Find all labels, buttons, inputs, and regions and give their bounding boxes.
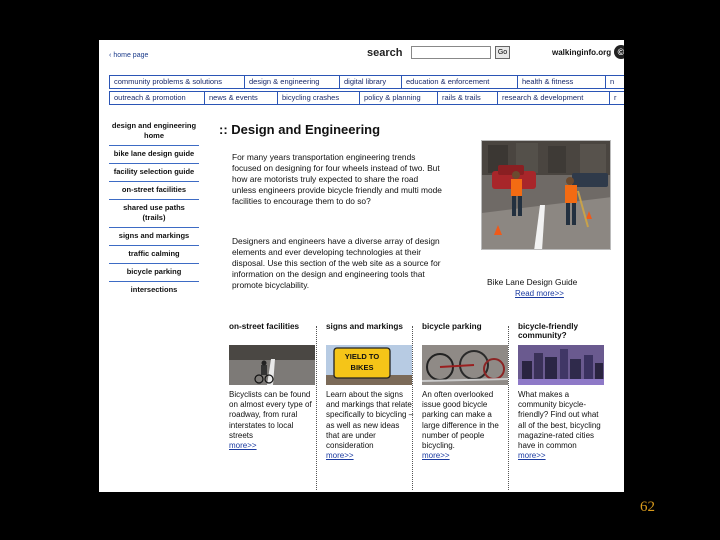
- back-arrow-icon: ‹: [109, 52, 112, 59]
- nav-bicycling-crashes[interactable]: bicycling crashes: [277, 91, 359, 105]
- page-title: :: Design and Engineering: [219, 122, 381, 137]
- secondary-nav: [109, 91, 624, 105]
- feature-signs-markings: [326, 322, 414, 460]
- nav-policy-planning[interactable]: policy & planning: [359, 91, 437, 105]
- read-more-link[interactable]: Read more>>: [515, 289, 564, 298]
- slide-page-number: 62: [640, 499, 655, 515]
- feature-more-link[interactable]: more>>: [422, 451, 450, 461]
- corner-badge-icon: ©: [614, 45, 624, 59]
- search-label: search: [367, 47, 403, 59]
- feature-more-link[interactable]: more>>: [229, 441, 257, 451]
- primary-nav: [109, 75, 624, 89]
- feature-heading[interactable]: bicycle parking: [422, 322, 482, 331]
- feature-heading[interactable]: on-street facilities: [229, 322, 300, 331]
- nav-news-events[interactable]: news & events: [204, 91, 277, 105]
- nav-community-problems[interactable]: community problems & solutions: [109, 75, 244, 89]
- sidebar-item-signs-markings[interactable]: signs and markings: [109, 228, 199, 246]
- nav-rails-trails[interactable]: rails & trails: [437, 91, 497, 105]
- sidebar-item-design-home[interactable]: design and engineering home: [109, 118, 199, 146]
- feature-text: Bicyclists can be found on almost every type of roadway, from rural interstates to local streets: [229, 390, 312, 440]
- nav-more[interactable]: n: [605, 75, 624, 89]
- sidebar-item-on-street[interactable]: on-street facilities: [109, 182, 199, 200]
- nav-digital-library[interactable]: digital library: [339, 75, 401, 89]
- feature-text: Learn about the signs and markings that relate specifically to bicycling – as well as new ideas that are under consideration: [326, 390, 414, 451]
- go-button[interactable]: Go: [495, 46, 510, 59]
- yield-sign-text: YIELD TO BIKES: [344, 352, 380, 372]
- feature-text: What makes a community bicycle-friendly? Find out what all of the best, bicycling magazine-rated cities have in common: [518, 390, 601, 451]
- feature-heading[interactable]: bicycle-friendly community?: [518, 322, 579, 340]
- nav-design-engineering[interactable]: design & engineering: [244, 75, 339, 89]
- sidebar-item-bike-lane-guide[interactable]: bike lane design guide: [109, 146, 199, 164]
- bike-lane-workers-photo: [481, 140, 611, 250]
- second-paragraph: Designers and engineers have a diverse array of design elements and ever developing technologies at their disposal. Use this section of the web site as a source for information on the design and engineering tools that promote bicyclability.: [232, 236, 441, 290]
- column-divider: [412, 326, 413, 490]
- sidebar-item-bicycle-parking[interactable]: bicycle parking: [109, 264, 199, 282]
- feature-heading[interactable]: signs and markings: [326, 322, 403, 331]
- search-input[interactable]: [411, 46, 491, 59]
- feature-bicycle-parking: [422, 322, 510, 460]
- sidebar-item-intersections[interactable]: intersections: [130, 285, 178, 294]
- city-skyline-photo: [518, 345, 604, 385]
- intro-paragraph: For many years transportation engineering trends focused on designing for four wheels instead of two. But how are motorists truly expected to share the road unless engineers provide bicycle friendly and multi mode facilities to encourage them to do so?: [232, 152, 442, 206]
- sidebar: [109, 118, 199, 299]
- home-page-link[interactable]: [109, 52, 148, 59]
- feature-on-street: [229, 322, 317, 450]
- site-logo: walkinginfo.org: [552, 48, 612, 57]
- sidebar-item-facility-selection[interactable]: facility selection guide: [109, 164, 199, 182]
- nav-more-2[interactable]: r: [609, 91, 624, 105]
- nav-health-fitness[interactable]: health & fitness: [517, 75, 605, 89]
- bike-rack-photo: [422, 345, 508, 385]
- column-divider: [508, 326, 509, 490]
- sidebar-item-traffic-calming[interactable]: traffic calming: [109, 246, 199, 264]
- feature-more-link[interactable]: more>>: [326, 451, 354, 461]
- feature-bicycle-friendly-community: [518, 322, 606, 460]
- home-page-label: home page: [113, 52, 149, 59]
- yield-to-bikes-sign-image: [326, 345, 412, 385]
- feature-more-link[interactable]: more>>: [518, 451, 546, 461]
- webpage-screenshot: [99, 40, 624, 492]
- top-bar: [99, 40, 624, 68]
- sidebar-item-shared-use-paths[interactable]: shared use paths (trails): [109, 200, 199, 228]
- column-divider: [316, 326, 317, 490]
- nav-research-development[interactable]: research & development: [497, 91, 609, 105]
- nav-outreach-promotion[interactable]: outreach & promotion: [109, 91, 204, 105]
- feature-text: An often overlooked issue good bicycle parking can make a large difference in the number of people bicycling.: [422, 390, 499, 451]
- photo-caption: Bike Lane Design Guide: [487, 277, 578, 287]
- cyclist-street-photo: [229, 345, 315, 385]
- nav-education-enforcement[interactable]: education & enforcement: [401, 75, 517, 89]
